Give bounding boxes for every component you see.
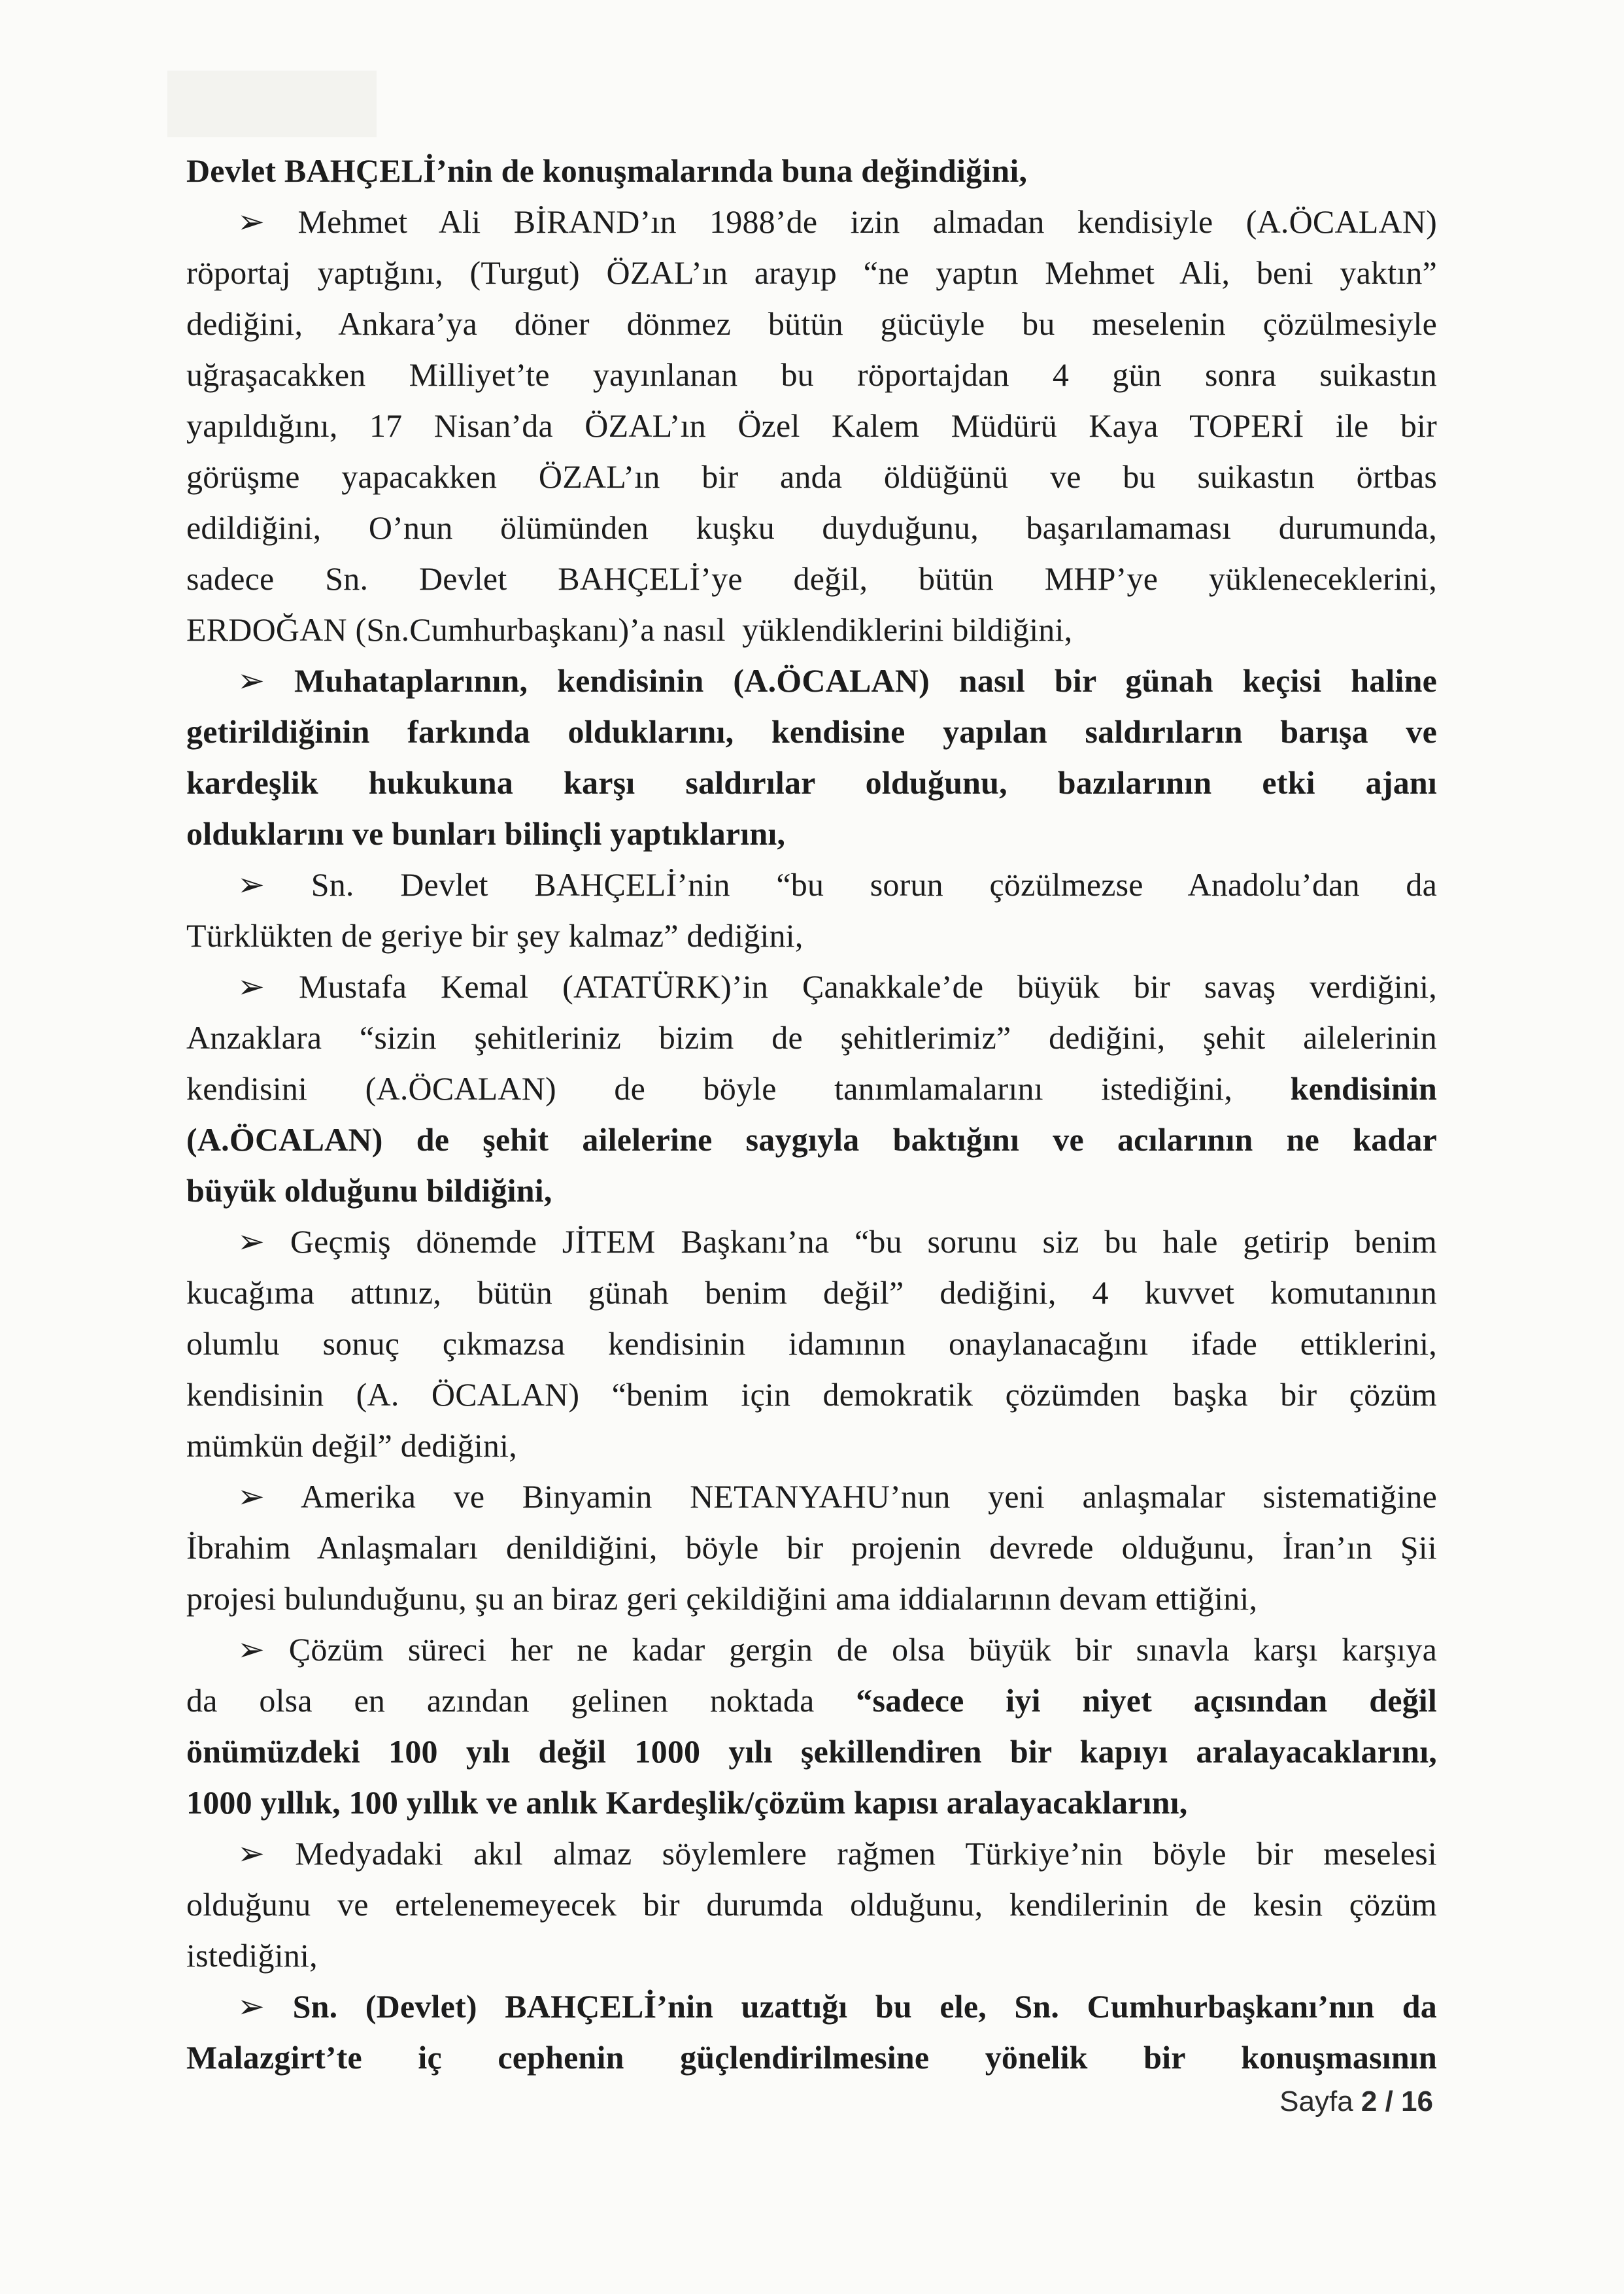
text-line (186, 298, 1437, 349)
text-line (186, 910, 1437, 961)
text-line (186, 1828, 1437, 1879)
text-run: kendisini (A.ÖCALAN) de böyle tanımlamalarını istediğini, (186, 1070, 1291, 1107)
text-run: istediğini, (186, 1937, 318, 1974)
text-line (186, 1318, 1437, 1369)
text-run: Amerika ve Binyamin NETANYAHU’nun yeni anlaşmalar sistematiğine (265, 1478, 1437, 1515)
arrow-bullet-icon: ➢ (237, 1988, 265, 2025)
text-line (186, 1879, 1437, 1930)
text-run: Malazgirt’te iç cephenin güçlendirilmesine yönelik bir konuşmasının (186, 2039, 1437, 2076)
text-run: Mustafa Kemal (ATATÜRK)’in Çanakkale’de büyük bir savaş verdiğini, (265, 968, 1437, 1005)
text-line (186, 2032, 1437, 2083)
bullet-paragraph (186, 1624, 1437, 1828)
text-line (186, 1777, 1437, 1828)
bullet-paragraph (186, 1828, 1437, 1981)
text-line (186, 196, 1437, 247)
text-run: kucağıma attınız, bütün günah benim değil” dediğini, 4 kuvvet komutanının (186, 1274, 1437, 1311)
text-line (186, 1573, 1437, 1624)
text-run: (A.ÖCALAN) de şehit ailelerine saygıyla baktığını ve acılarının ne kadar (186, 1121, 1437, 1158)
bullet-paragraph (186, 1981, 1437, 2083)
text-run: önümüzdeki 100 yılı değil 1000 yılı şekillendiren bir kapıyı aralayacaklarını, (186, 1733, 1437, 1770)
text-line (186, 1930, 1437, 1981)
text-line (186, 1063, 1437, 1114)
text-run: Çözüm süreci her ne kadar gergin de olsa büyük bir sınavla karşı karşıya (265, 1631, 1437, 1668)
text-line (186, 1420, 1437, 1471)
bullet-paragraph (186, 655, 1437, 859)
text-line (186, 1012, 1437, 1063)
arrow-bullet-icon: ➢ (237, 1478, 265, 1515)
text-run: kendisinin (A. ÖCALAN) “benim için demokratik çözümden başka bir çözüm (186, 1376, 1437, 1413)
text-line (186, 1165, 1437, 1216)
arrow-bullet-icon: ➢ (237, 968, 265, 1005)
text-run: Sn. (Devlet) BAHÇELİ’nin uzattığı bu ele, Sn. Cumhurbaşkanı’nın da (265, 1988, 1437, 2025)
text-line (186, 1981, 1437, 2032)
text-run: uğraşacakken Milliyet’te yayınlanan bu röportajdan 4 gün sonra suikastın (186, 356, 1437, 393)
text-line (186, 706, 1437, 757)
text-run: dediğini, Ankara’ya döner dönmez bütün gücüyle bu meselenin çözülmesiyle (186, 305, 1437, 342)
footer-page-label: Sayfa (1279, 2085, 1361, 2117)
text-run: yapıldığını, 17 Nisan’da ÖZAL’ın Özel Kalem Müdürü Kaya TOPERİ ile bir (186, 407, 1437, 444)
bullet-paragraph (186, 961, 1437, 1216)
text-line (186, 757, 1437, 808)
text-line (186, 1726, 1437, 1777)
bullet-paragraph (186, 1216, 1437, 1471)
text-line (186, 655, 1437, 706)
text-run: olumlu sonuç çıkmazsa kendisinin idamının onaylanacağını ifade ettiklerini, (186, 1325, 1437, 1362)
text-run: Muhataplarının, kendisinin (A.ÖCALAN) nasıl bir günah keçisi haline (265, 662, 1437, 699)
text-run: da olsa en azından gelinen noktada (186, 1682, 856, 1719)
text-run: görüşme yapacakken ÖZAL’ın bir anda öldüğünü ve bu suikastın örtbas (186, 458, 1437, 495)
text-line (186, 1267, 1437, 1318)
arrow-bullet-icon: ➢ (237, 1223, 265, 1260)
text-run: “sadece iyi niyet açısından değil (856, 1682, 1437, 1719)
text-line (186, 1471, 1437, 1522)
text-run: Sn. Devlet BAHÇELİ’nin “bu sorun çözülmezse Anadolu’dan da (265, 866, 1437, 903)
text-run: mümkün değil” dediğini, (186, 1427, 517, 1464)
bullet-paragraph (186, 1471, 1437, 1624)
text-line (186, 1624, 1437, 1675)
text-run: sadece Sn. Devlet BAHÇELİ’ye değil, bütün MHP’ye yükleneceklerini, (186, 560, 1437, 597)
text-line (186, 1369, 1437, 1420)
bullet-paragraph (186, 859, 1437, 961)
text-run: Türklükten de geriye bir şey kalmaz” dediğini, (186, 917, 804, 954)
text-line (186, 145, 1437, 196)
text-line (186, 604, 1437, 655)
text-run: Devlet BAHÇELİ’nin de konuşmalarında buna değindiğini, (186, 152, 1028, 189)
arrow-bullet-icon: ➢ (237, 866, 265, 903)
bullet-paragraph (186, 196, 1437, 655)
text-run: getirildiğinin farkında olduklarını, kendisine yapılan saldırıların barışa ve (186, 713, 1437, 750)
text-line (186, 502, 1437, 553)
footer-page-number: 2 / 16 (1361, 2085, 1433, 2117)
heading-paragraph (186, 145, 1437, 196)
text-line (186, 349, 1437, 400)
text-line (186, 400, 1437, 451)
text-run: büyük olduğunu bildiğini, (186, 1172, 552, 1209)
arrow-bullet-icon: ➢ (237, 662, 265, 699)
text-line (186, 1675, 1437, 1726)
text-run: kardeşlik hukukuna karşı saldırılar olduğunu, bazılarının etki ajanı (186, 764, 1437, 801)
text-run: projesi bulunduğunu, şu an biraz geri çekildiğini ama iddialarının devam ettiğini, (186, 1580, 1258, 1617)
text-run: Mehmet Ali BİRAND’ın 1988’de izin almadan kendisiyle (A.ÖCALAN) (265, 203, 1437, 240)
text-line (186, 247, 1437, 298)
text-run: İbrahim Anlaşmaları denildiğini, böyle bir projenin devrede olduğunu, İran’ın Şii (186, 1529, 1437, 1566)
text-run: Medyadaki akıl almaz söylemlere rağmen Türkiye’nin böyle bir meselesi (265, 1835, 1437, 1872)
text-line (186, 808, 1437, 859)
scan-artifact (167, 71, 377, 137)
text-line (186, 961, 1437, 1012)
text-run: olduklarını ve bunları bilinçli yaptıklarını, (186, 815, 786, 852)
text-run: röportaj yaptığını, (Turgut) ÖZAL’ın arayıp “ne yaptın Mehmet Ali, beni yaktın” (186, 254, 1437, 291)
text-line (186, 1114, 1437, 1165)
text-line (186, 1216, 1437, 1267)
text-line (186, 1522, 1437, 1573)
text-run: Geçmiş dönemde JİTEM Başkanı’na “bu sorunu siz bu hale getirip benim (265, 1223, 1437, 1260)
text-line (186, 859, 1437, 910)
text-run: olduğunu ve ertelenemeyecek bir durumda olduğunu, kendilerinin de kesin çözüm (186, 1886, 1437, 1923)
text-run: edildiğini, O’nun ölümünden kuşku duyduğunu, başarılamaması durumunda, (186, 509, 1437, 546)
text-run: ERDOĞAN (Sn.Cumhurbaşkanı)’a nasıl yüklendiklerini bildiğini, (186, 611, 1073, 648)
arrow-bullet-icon: ➢ (237, 203, 265, 240)
page-footer (1279, 2085, 1433, 2118)
text-run: Anzaklara “sizin şehitleriniz bizim de şehitlerimiz” dediğini, şehit ailelerinin (186, 1019, 1437, 1056)
text-run: 1000 yıllık, 100 yıllık ve anlık Kardeşlik/çözüm kapısı aralayacaklarını, (186, 1784, 1188, 1821)
text-run: kendisinin (1290, 1070, 1437, 1107)
arrow-bullet-icon: ➢ (237, 1631, 265, 1668)
text-line (186, 451, 1437, 502)
document-body (186, 145, 1437, 2083)
arrow-bullet-icon: ➢ (237, 1835, 265, 1872)
text-line (186, 553, 1437, 604)
